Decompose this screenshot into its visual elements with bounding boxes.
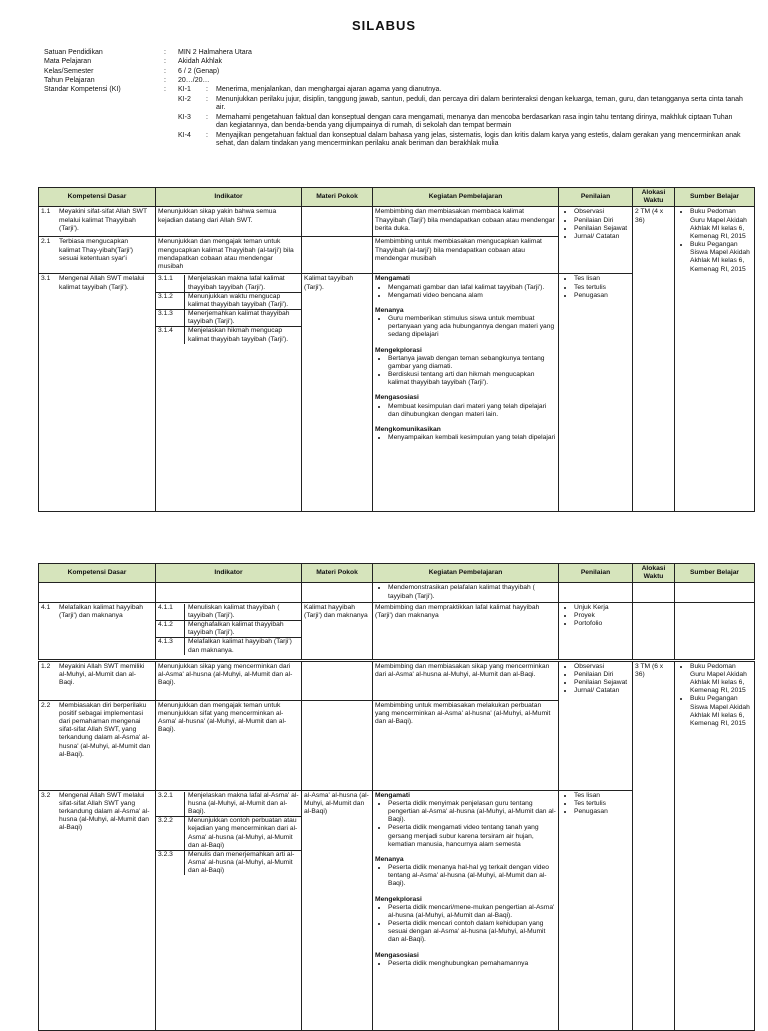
kegiatan-cell: Membimbing dan mempraktikkan lafal kalimat hayyibah (Tarji') dan maknanya bbox=[373, 602, 559, 660]
text-span: Meyakini sifat-sifat Allah SWT melalui kalimat Thayyibah (Tarji'). bbox=[59, 208, 147, 232]
kd-cell bbox=[39, 700, 156, 790]
col-header: Indikator bbox=[156, 564, 302, 583]
sumber-cell bbox=[675, 660, 755, 1030]
col-header: Materi Pokok bbox=[302, 564, 373, 583]
text-span bbox=[178, 86, 744, 150]
text-span: Mengasosiasi bbox=[375, 394, 419, 402]
kegiatan-cell bbox=[373, 274, 559, 512]
list-item: • Penilaian Sejawat bbox=[574, 225, 630, 233]
ki-item bbox=[178, 132, 744, 149]
table-cell bbox=[633, 583, 675, 602]
text-span: Memahami pengetahuan faktual dan konseptual dengan cara mengamati, menanya dan mencoba berdasarkan rasa ingin tahu tentang dirinya, makhluk ciptaan Tuhan dan kegiatannya, dan benda-benda yang dijumpainya di rumah, di sekolah dan tempat bermain bbox=[216, 113, 733, 130]
text-span: Menjelaskan makna lafal al-Asma' al-husna (al-Muhyi, al-Mumit dan al-Baqi). bbox=[188, 791, 299, 816]
table-row bbox=[39, 583, 755, 602]
col-header: Alokasi Waktu bbox=[633, 188, 675, 207]
text-span: Menunjukkan contoh perbuatan atau kejadian yang mencerminkan dari al-Asma' al-husna (al-Muhyi, al-Mumit dan al-Baqi) bbox=[188, 817, 298, 849]
indikator-item bbox=[156, 275, 301, 291]
col-header: Indikator bbox=[156, 188, 302, 207]
meta-value: Akidah Akhlak bbox=[178, 58, 222, 66]
text-span: 1.1 bbox=[41, 208, 51, 216]
meta-row bbox=[44, 49, 744, 58]
col-header: Materi Pokok bbox=[302, 188, 373, 207]
col-header: Kompetensi Dasar bbox=[39, 188, 156, 207]
col-header: Penilaian bbox=[559, 564, 633, 583]
indikator-item bbox=[156, 816, 301, 850]
kd-cell bbox=[39, 790, 156, 1030]
col-header: Kegiatan Pembelajaran bbox=[373, 564, 559, 583]
bullet-list bbox=[375, 284, 556, 300]
indikator-cell: Menunjukkan dan mengajak teman untuk menunjukkan sifat yang mencerminkan al-Asma' al-husna' (al-Muhyi, al-Mumit dan al-Baqi). bbox=[156, 700, 302, 790]
col-header: Sumber Belajar bbox=[675, 564, 755, 583]
indikator-cell bbox=[156, 274, 302, 512]
penilaian-cell bbox=[559, 207, 633, 274]
col-header: Sumber Belajar bbox=[675, 188, 755, 207]
text-span: 3.1.2 bbox=[158, 293, 185, 309]
text-span: Menerjemahkan kalimat thayyibah tayyibah (Tarji'). bbox=[188, 310, 290, 326]
list-item: • Buku Pedoman Guru Mapel Akidah Akhlak MI kelas 6, Kemenag RI, 2015 bbox=[690, 663, 752, 696]
table-cell bbox=[302, 583, 373, 602]
list-item: • Peserta didik menyimak penjelasan guru tentang pengertian al-Asma' al-husna (al-Muhyi, al-Mumit dan al-Baqi). bbox=[388, 800, 556, 825]
kd-cell bbox=[39, 660, 156, 700]
bullet-list bbox=[375, 434, 556, 442]
list-item: • Proyek bbox=[574, 612, 630, 620]
col-header: Kegiatan Pembelajaran bbox=[373, 188, 559, 207]
meta-row bbox=[44, 77, 744, 86]
list-item: • Bertanya jawab dengan teman sebangkunya tentang gambar yang diamati. bbox=[388, 355, 556, 371]
sumber-list bbox=[677, 208, 752, 273]
penilaian-cell bbox=[559, 274, 633, 512]
text-span: Menerima, menjalankan, dan menghargai ajaran agama yang dianutnya. bbox=[216, 86, 442, 94]
kegiatan-cell: Membimbing untuk membiasakan mengucapkan kalimat Thayyibah (al-tarji') bila mendapatkan cobaan atau mendengar musibah bbox=[373, 237, 559, 274]
penilaian-cell bbox=[559, 602, 633, 660]
text-span: 3.2.2 bbox=[158, 817, 185, 850]
col-header: Kompetensi Dasar bbox=[39, 564, 156, 583]
list-item: • Guru memberikan stimulus siswa untuk membuat pertanyaan yang ada hubungannya dengan materi yang sedang dipelajari bbox=[388, 315, 556, 340]
list-item: • Mengamati video bencana alam bbox=[388, 292, 556, 300]
list-item: • Penilaian Sejawat bbox=[574, 679, 630, 687]
table-row bbox=[39, 660, 755, 700]
text-span: 3.2.3 bbox=[158, 851, 185, 876]
text-span bbox=[375, 419, 556, 426]
list-item: • Tes tertulis bbox=[574, 284, 630, 292]
col-header: Alokasi Waktu bbox=[633, 564, 675, 583]
table-cell bbox=[675, 583, 755, 602]
list-item: • Peserta didik mengamati video tentang tanah yang gersang menjadi subur karena tersiram air hujan, kematian manusia, hancurnya alam semesta bbox=[388, 824, 556, 849]
materi-cell: Kalimat tayyibah (Tarji'). bbox=[302, 274, 373, 512]
text-span bbox=[375, 849, 556, 856]
text-span: : bbox=[164, 58, 166, 66]
list-item: • Mendemonstrasikan pelafalan kalimat thayyibah ( tayyibah (Tarji'). bbox=[388, 584, 556, 600]
meta-label: Mata Pelajaran bbox=[44, 58, 92, 66]
text-span: Terbiasa mengucapkan kalimat Thay-yibah(Tarji') sesuai ketentuan syar'i bbox=[59, 238, 133, 262]
ki-item bbox=[178, 96, 744, 113]
text-span: Mengekplorasi bbox=[375, 346, 422, 354]
text-span: 3.2 bbox=[41, 791, 51, 799]
alokasi-cell: 3 TM (6 x 36) bbox=[633, 660, 675, 1030]
meta-value: 6 / 2 (Genap) bbox=[178, 67, 220, 75]
list-item: • Penilaian Diri bbox=[574, 671, 630, 679]
list-item: • Tes lisan bbox=[574, 792, 630, 800]
materi-cell bbox=[302, 660, 373, 700]
text-span: KI-2 bbox=[178, 95, 191, 103]
kegiatan-cell: Membimbing untuk membiasakan melakukan perbuatan yang mencerminkan al-Asma' al-husna' (al-Muhyi, al-Mumit dan al-Baqi). bbox=[373, 700, 559, 790]
document-title: SILABUS bbox=[351, 18, 417, 33]
bullet-list bbox=[561, 663, 630, 696]
list-item: • Unjuk Kerja bbox=[574, 604, 630, 612]
materi-cell bbox=[302, 207, 373, 237]
indikator-cell bbox=[156, 790, 302, 1030]
text-span: Menulis dan menerjemahkan arti al-Asma' al-husna (al-Muhyi, al-Mumit dan al-Baqi) bbox=[188, 850, 295, 875]
indikator-item bbox=[156, 292, 301, 309]
materi-cell bbox=[302, 237, 373, 274]
materi-cell: al-Asma' al-husna (al-Muhyi, al-Mumit dan al-Baqi) bbox=[302, 790, 373, 1030]
text-span: : bbox=[206, 131, 208, 139]
indikator-item bbox=[156, 792, 301, 817]
table-header-row bbox=[39, 564, 755, 583]
ki-item bbox=[178, 114, 744, 131]
text-span: 2.1 bbox=[41, 238, 51, 246]
bullet-list bbox=[375, 864, 556, 889]
text-span: 3.2.1 bbox=[158, 792, 185, 817]
indikator-cell: Menunjukkan sikap yang mencerminkan dari al-Asma' al-husna (al-Muhyi, al-Mumit dan al-Baqi). bbox=[156, 660, 302, 700]
syllabus-table-2 bbox=[38, 563, 755, 1031]
table-cell bbox=[633, 602, 675, 660]
list-item: • Jurnal/ Catatan bbox=[574, 233, 630, 241]
text-span: 4.1 bbox=[41, 603, 51, 611]
text-span: 3.1.4 bbox=[158, 327, 185, 343]
table-row bbox=[39, 207, 755, 237]
list-item: • Menyampaikan kembali kesimpulan yang telah dipelajari bbox=[388, 434, 556, 442]
penilaian-list bbox=[561, 275, 630, 300]
indikator-item bbox=[156, 309, 301, 326]
list-item: • Observasi bbox=[574, 663, 630, 671]
sumber-cell bbox=[675, 207, 755, 512]
indikator-item bbox=[156, 326, 301, 343]
text-span: Membiasakan diri berperilaku positif sebagai implementasi dari pemahaman mengenai sifat-sifat Allah SWT, yang terkandung dalam al-Asma' al-husna' (al-Muhyi, al-Mumit dan al-Baqi). bbox=[59, 701, 151, 758]
bullet-list bbox=[561, 604, 630, 629]
text-span bbox=[375, 945, 556, 952]
bullet-list bbox=[375, 403, 556, 419]
text-span: Meyakini Allah SWT memiliki al-Muhyi, al-Mumit dan al-Baqi. bbox=[59, 662, 145, 687]
list-item: • Buku Pedoman Guru Mapel Akidah Akhlak MI kelas 6, Kemenag RI, 2015 bbox=[690, 208, 752, 241]
meta-row bbox=[44, 68, 744, 77]
text-span: Mengenal Allah SWT melalui sifat-sifat Allah SWT yang terkandung dalam al-Asma' al-husna (al-Muhyi, al-Mumit dan al-Baqi) bbox=[59, 791, 150, 832]
text-span: : bbox=[164, 49, 166, 56]
text-span bbox=[375, 889, 556, 896]
text-span: Mengasosiasi bbox=[375, 951, 419, 959]
text-span: : bbox=[164, 67, 166, 75]
text-span: Menjelaskan makna lafal kalimat thayyibah tayyibah (Tarji'). bbox=[188, 275, 285, 291]
indikator-item bbox=[156, 850, 301, 876]
kegiatan-cell bbox=[373, 583, 559, 602]
sk-label: Standar Kompetensi (KI) bbox=[44, 86, 121, 94]
text-span bbox=[375, 387, 556, 394]
text-span bbox=[375, 300, 556, 307]
materi-cell bbox=[302, 700, 373, 790]
kegiatan-cell: Membimbing dan membiasakan membaca kalimat Thayyibah (Tarji') bila mendapatkan cobaan atau mendengar berita duka. bbox=[373, 207, 559, 237]
meta-label: Satuan Pendidikan bbox=[44, 49, 103, 56]
list-item: • Peserta didik mencari/mene-mukan pengertian al-Asma' al-husna (al-Muhyi, al-Mumit dan al-Baqi). bbox=[388, 904, 556, 920]
text-span: Melafalkan kalimat hayyibah (Tarji') dan maknanya bbox=[59, 603, 144, 619]
text-span: Menjelaskan hikmah mengucap kalimat thayyibah tayyibah (Tarji'). bbox=[188, 327, 289, 343]
table-cell bbox=[675, 602, 755, 660]
text-span: Menuliskan kalimat thayyibah ( tayyibah (Tarji'). bbox=[188, 603, 280, 619]
syllabus-table-1 bbox=[38, 187, 755, 512]
text-span: Menanya bbox=[375, 306, 404, 314]
kegiatan-cell: Membimbing dan membiasakan sikap yang mencerminkan dari al-Asma' al-husna al-Muhyi, al-Mumit dan al-Baqi. bbox=[373, 660, 559, 700]
bullet-list bbox=[375, 355, 556, 388]
text-span: Menyajikan pengetahuan faktual dan konseptual dalam bahasa yang jelas, sistematis, logis dan kritis dalam karya yang estetis, dalam gerakan yang mencerminkan anak sehat, dan dalam tindakan yang mencerminkan perilaku anak beriman dan berakhlak mulia bbox=[216, 131, 741, 148]
col-header: Penilaian bbox=[559, 188, 633, 207]
indikator-item bbox=[156, 620, 301, 637]
text-span bbox=[375, 340, 556, 347]
meta-label: Kelas/Semester bbox=[44, 67, 94, 75]
indikator-item bbox=[156, 604, 301, 620]
text-span: Melafalkan kalimat hayyibah (Tarji') dan maknanya. bbox=[188, 638, 292, 654]
standar-kompetensi bbox=[44, 86, 744, 150]
indikator-cell: Menunjukkan dan mengajak teman untuk mengucapkan kalimat Thayyibah (al-tarji') bila mendapatkan cobaan atau mendengar musibah bbox=[156, 237, 302, 274]
list-item: • Peserta didik menanya hal-hal yg terkait dengan video tentang al-Asma' al-husna (al-Muhyi, al-Mumit dan al-Baqi). bbox=[388, 864, 556, 889]
text-span: 2.2 bbox=[41, 701, 51, 709]
meta-row bbox=[44, 58, 744, 67]
indikator-cell bbox=[156, 602, 302, 660]
text-span: 4.1.2 bbox=[158, 621, 185, 637]
table-row bbox=[39, 602, 755, 660]
meta-value: MIN 2 Halmahera Utara bbox=[178, 49, 252, 56]
kd-cell bbox=[39, 602, 156, 660]
syllabus-metadata bbox=[44, 49, 744, 150]
text-span: 1.2 bbox=[41, 662, 51, 670]
text-span: Mengkomunikasikan bbox=[375, 425, 441, 433]
table-cell bbox=[156, 583, 302, 602]
list-item: • Penugasan bbox=[574, 808, 630, 816]
text-span: 3.1 bbox=[41, 275, 51, 283]
text-span: Mengekplorasi bbox=[375, 895, 422, 903]
list-item: • Penugasan bbox=[574, 292, 630, 300]
text-span bbox=[39, 564, 755, 1031]
bullet-list bbox=[375, 315, 556, 340]
text-span: KI-1 bbox=[178, 86, 191, 94]
bullet-list bbox=[375, 960, 556, 968]
list-item: • Peserta didik menghubungkan pemahamannya bbox=[388, 960, 556, 968]
text-span: : bbox=[206, 95, 208, 103]
text-span: 4.1.1 bbox=[158, 604, 185, 620]
text-span: 3.1.1 bbox=[158, 275, 185, 291]
list-item: • Jurnal/ Catatan bbox=[574, 687, 630, 695]
list-item: • Peserta didik mencari contoh dalam kehidupan yang sesuai dengan al-Asma' al-husna (al-Muhyi, al-Mumit dan al-Baqi). bbox=[388, 920, 556, 945]
list-item: • Mengamati gambar dan lafal kalimat tayyibah (Tarji'). bbox=[388, 284, 556, 292]
ki-item bbox=[178, 86, 744, 95]
bullet-list bbox=[375, 800, 556, 849]
kd-cell bbox=[39, 274, 156, 512]
penilaian-list bbox=[561, 208, 630, 241]
text-span: : bbox=[164, 76, 166, 84]
text-span: : bbox=[206, 113, 208, 121]
text-span: Menanya bbox=[375, 855, 404, 863]
text-span: Mengamati bbox=[375, 275, 410, 283]
text-span: : bbox=[164, 86, 166, 94]
penilaian-cell bbox=[559, 790, 633, 1030]
text-span: Menunjukkan perilaku jujur, disiplin, tanggung jawab, santun, peduli, dan percaya diri dalam berinteraksi dengan keluarga, teman, guru, dan tetangganya serta cinta tanah air. bbox=[216, 95, 743, 112]
meta-label: Tahun Pelajaran bbox=[44, 76, 95, 84]
text-span: 3.1.3 bbox=[158, 310, 185, 326]
penilaian-cell bbox=[559, 660, 633, 790]
kd-cell bbox=[39, 237, 156, 274]
kegiatan-cell bbox=[373, 790, 559, 1030]
text-span: Menunjukkan waktu mengucap kalimat thayyibah tayyibah (Tarji'). bbox=[188, 292, 289, 308]
list-item: • Penilaian Diri bbox=[574, 217, 630, 225]
bullet-list bbox=[375, 584, 556, 600]
text-span: Mengenal Allah SWT melalui kalimat tayyibah (Tarji'). bbox=[59, 275, 145, 291]
list-item: • Buku Pegangan Siswa Mapel Akidah Akhlak MI kelas 6, Kemenag RI, 2015 bbox=[690, 241, 752, 274]
kd-cell bbox=[39, 207, 156, 237]
bullet-list bbox=[561, 792, 630, 817]
text-span: KI-3 bbox=[178, 113, 191, 121]
indikator-cell: Menunjukkan sikap yakin bahwa semua kejadian datang dari Allah SWT. bbox=[156, 207, 302, 237]
text-span: : bbox=[206, 86, 208, 94]
materi-cell: Kalimat hayyibah (Tarji') dan maknanya bbox=[302, 602, 373, 660]
list-item: • Tes tertulis bbox=[574, 800, 630, 808]
list-item: • Membuat kesimpulan dari materi yang telah dipelajari dan dihubungkan dengan materi lain. bbox=[388, 403, 556, 419]
bullet-list bbox=[677, 663, 752, 728]
table-cell bbox=[39, 583, 156, 602]
list-item: • Observasi bbox=[574, 208, 630, 216]
bullet-list bbox=[375, 904, 556, 945]
text-span: 4.1.3 bbox=[158, 638, 185, 654]
indikator-item bbox=[156, 637, 301, 654]
text-span: Mengamati bbox=[375, 791, 410, 799]
text-span bbox=[39, 188, 755, 512]
text-span: Menghafalkan kalimat thayyibah tayyibah (Tarji'). bbox=[188, 621, 284, 637]
list-item: • Tes lisan bbox=[574, 275, 630, 283]
alokasi-cell: 2 TM (4 x 36) bbox=[633, 207, 675, 512]
table-cell bbox=[559, 583, 633, 602]
table-header-row bbox=[39, 188, 755, 207]
text-span: KI-4 bbox=[178, 131, 191, 139]
list-item: • Portofolio bbox=[574, 620, 630, 628]
list-item: • Buku Pegangan Siswa Mapel Akidah Akhlak MI kelas 6, Kemenag RI, 2015 bbox=[690, 695, 752, 728]
list-item: • Berdiskusi tentang arti dan hikmah mengucapkan kalimat thayyibah tayyibah (Tarji'). bbox=[388, 371, 556, 387]
meta-value: 20…/20… bbox=[178, 76, 210, 84]
